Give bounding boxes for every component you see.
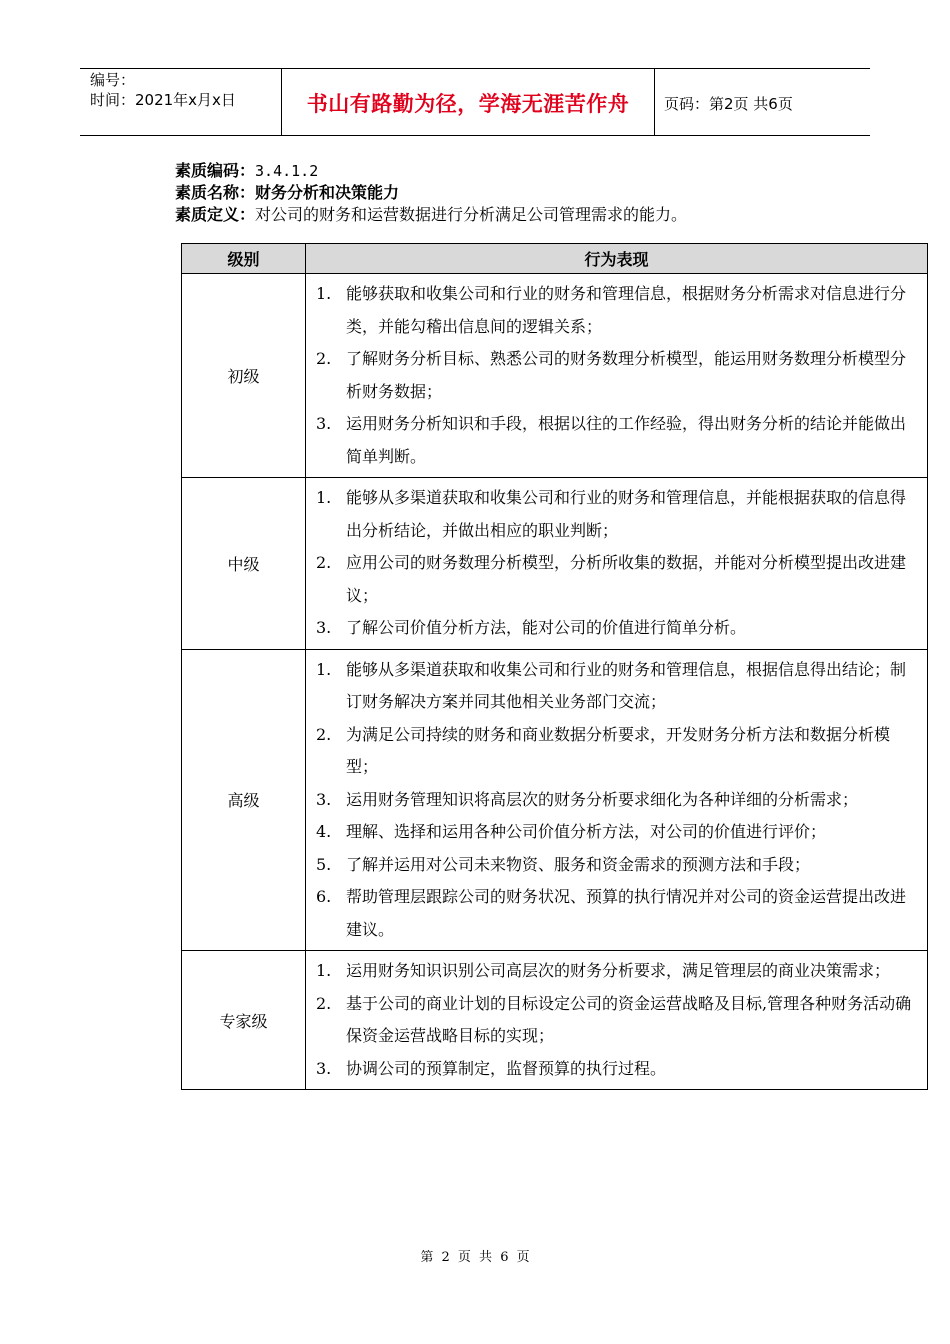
list-item	[316, 482, 919, 547]
table-header-row	[182, 244, 928, 274]
list-item	[316, 1053, 919, 1086]
behavior-cell	[306, 274, 928, 478]
item-number: 2.	[316, 553, 332, 572]
competency-definition-label: 素质定义：	[175, 205, 256, 224]
item-number: 5.	[316, 854, 332, 874]
item-number: 4.	[316, 822, 332, 841]
list-item	[316, 654, 919, 719]
behavior-list	[316, 278, 919, 473]
item-text: 帮助管理层跟踪公司的财务状况、预算的执行情况并对公司的资金运营提出改进建议。	[346, 887, 907, 939]
competency-definition-line	[175, 204, 687, 226]
item-number: 2.	[316, 349, 332, 368]
item-text: 基于公司的商业计划的目标设定公司的资金运营战略及目标,管理各种财务活动确保资金运营战略目标的实现；	[346, 993, 912, 1045]
behavior-list	[316, 654, 919, 947]
list-item	[316, 408, 919, 473]
column-header-behavior: 行为表现	[306, 244, 928, 274]
behavior-cell	[306, 478, 928, 650]
list-item	[316, 719, 919, 784]
item-number: 3.	[316, 789, 332, 809]
behavior-table	[181, 243, 928, 1090]
table-row	[182, 478, 928, 650]
item-number: 1.	[316, 659, 332, 679]
competency-code-line	[175, 160, 687, 182]
competency-meta	[175, 160, 687, 226]
list-item	[316, 547, 919, 612]
list-item	[316, 849, 919, 882]
item-number: 3.	[316, 1058, 332, 1078]
level-cell: 中级	[182, 478, 306, 650]
list-item	[316, 816, 919, 849]
item-text: 为满足公司持续的财务和商业数据分析要求，开发财务分析方法和数据分析模型；	[346, 724, 891, 776]
header-top-rule	[80, 68, 870, 69]
item-number: 3.	[316, 618, 332, 637]
column-header-level: 级别	[182, 244, 306, 274]
behavior-cell	[306, 649, 928, 951]
table-row	[182, 951, 928, 1090]
item-text: 理解、选择和运用各种公司价值分析方法，对公司的价值进行评价；	[346, 822, 827, 841]
header-info	[90, 70, 236, 110]
competency-name-label: 素质名称：	[175, 183, 256, 202]
header-motto: 书山有路勤为径，学海无涯苦作舟	[306, 92, 630, 116]
header-bottom-rule	[80, 135, 870, 136]
competency-definition: 对公司的财务和运营数据进行分析满足公司管理需求的能力。	[255, 205, 688, 224]
item-number: 1.	[316, 284, 332, 303]
behavior-list	[316, 955, 919, 1085]
item-text: 能够从多渠道获取和收集公司和行业的财务和管理信息，根据信息得出结论；制订财务解决方案并同其他相关业务部门交流；	[346, 659, 907, 711]
list-item	[316, 343, 919, 408]
level-cell: 专家级	[182, 951, 306, 1090]
table-row	[182, 649, 928, 951]
page-footer: 第 2 页 共 6 页	[420, 1250, 530, 1265]
item-text: 能够获取和收集公司和行业的财务和管理信息，根据财务分析需求对信息进行分类，并能勾稽出信息间的逻辑关系；	[346, 284, 907, 336]
behavior-list	[316, 482, 919, 645]
competency-name-line	[175, 182, 687, 204]
item-number: 6.	[316, 887, 332, 906]
list-item	[316, 881, 919, 946]
list-item	[316, 784, 919, 817]
table-row	[182, 274, 928, 478]
item-text: 了解公司价值分析方法，能对公司的价值进行简单分析。	[346, 618, 747, 637]
behavior-cell	[306, 951, 928, 1090]
item-number: 2.	[316, 724, 332, 744]
item-number: 1.	[316, 488, 332, 507]
item-text: 了解财务分析目标、熟悉公司的财务数理分析模型，能运用财务数理分析模型分析财务数据；	[346, 349, 907, 401]
level-cell: 高级	[182, 649, 306, 951]
item-text: 运用财务知识识别公司高层次的财务分析要求，满足管理层的商业决策需求；	[346, 961, 891, 980]
item-text: 了解并运用对公司未来物资、服务和资金需求的预测方法和手段；	[346, 854, 811, 874]
list-item	[316, 955, 919, 988]
item-text: 运用财务分析知识和手段，根据以往的工作经验，得出财务分析的结论并能做出简单判断。	[346, 414, 907, 466]
header-page-number: 页码：第2页 共6页	[664, 95, 793, 113]
header-divider	[654, 68, 655, 136]
item-text: 应用公司的财务数理分析模型，分析所收集的数据，并能对分析模型提出改进建议；	[346, 553, 907, 605]
item-number: 1.	[316, 961, 332, 980]
item-number: 2.	[316, 993, 332, 1013]
competency-name: 财务分析和决策能力	[255, 183, 400, 202]
list-item	[316, 278, 919, 343]
item-number: 3.	[316, 414, 332, 433]
item-text: 运用财务管理知识将高层次的财务分析要求细化为各种详细的分析需求；	[346, 789, 859, 809]
item-text: 能够从多渠道获取和收集公司和行业的财务和管理信息，并能根据获取的信息得出分析结论，并做出相应的职业判断；	[346, 488, 907, 540]
item-text: 协调公司的预算制定，监督预算的执行过程。	[346, 1058, 667, 1078]
list-item	[316, 988, 919, 1053]
competency-code: 3.4.1.2	[255, 162, 319, 180]
level-cell: 初级	[182, 274, 306, 478]
competency-code-label: 素质编码：	[175, 161, 256, 180]
document-number: 编号：	[90, 71, 136, 89]
document-date: 时间：2021年x月x日	[90, 91, 236, 109]
list-item	[316, 612, 919, 645]
